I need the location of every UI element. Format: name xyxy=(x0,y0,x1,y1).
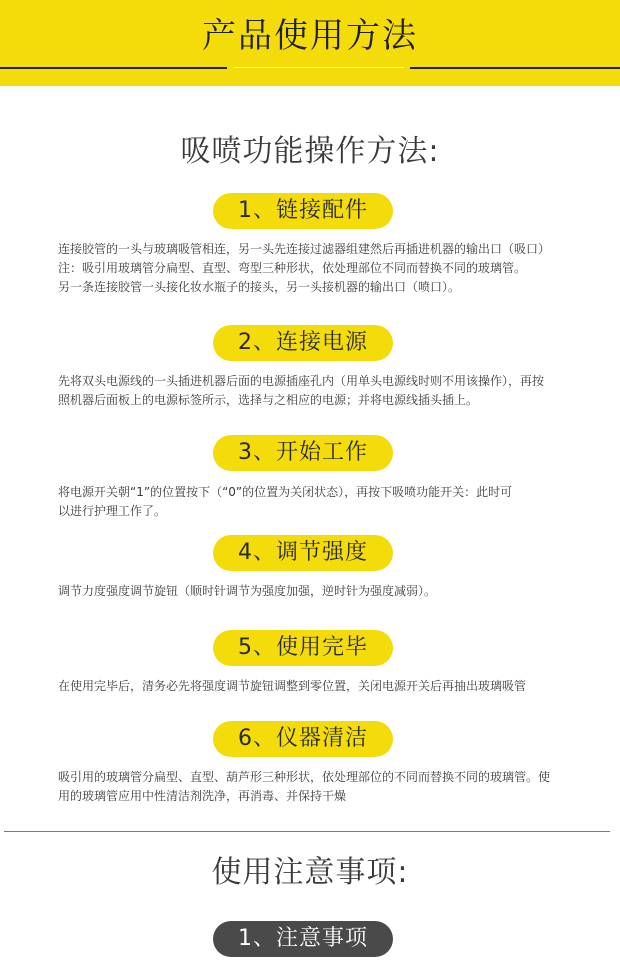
step-text-4 xyxy=(58,582,588,601)
step-badge-6: 6、仪器清洁 xyxy=(213,721,393,757)
step-text-5 xyxy=(58,677,588,696)
step-badge-1: 1、链接配件 xyxy=(213,193,393,229)
page-title: 产品使用方法 xyxy=(202,16,418,56)
header-rule-right xyxy=(410,67,620,69)
step-text-3 xyxy=(58,483,588,521)
text-line: 用的玻璃管应用中性清洁剂洗净，再消毒、并保持干燥 xyxy=(58,789,347,803)
section-title-precautions: 使用注意事项: xyxy=(211,855,409,890)
header-rule-middle xyxy=(234,67,404,68)
step-text-2 xyxy=(58,372,588,410)
step-badge-2: 2、连接电源 xyxy=(213,325,393,361)
step-badge-3: 3、开始工作 xyxy=(213,435,393,471)
text-line: 照机器后面板上的电源标签所示，选择与之相应的电源；并将电源线插头插上。 xyxy=(58,393,479,407)
text-line: 将电源开关朝“1”的位置按下（“0”的位置为关闭状态），再按下吸喷功能开关：此时可 xyxy=(58,485,513,499)
text-line: 吸引用的玻璃管分扁型、直型、葫芦形三种形状，依处理部位的不同而替换不同的玻璃管。使 xyxy=(58,770,551,784)
text-line: 调节力度强度调节旋钮（顺时针调节为强度加强，逆时针为强度减弱）。 xyxy=(58,584,437,598)
section-title-suction-spray: 吸喷功能操作方法: xyxy=(180,134,440,169)
text-line: 以进行护理工作了。 xyxy=(58,504,167,518)
text-line: 另一条连接胶管一头接化妆水瓶子的接头，另一头接机器的输出口（喷口）。 xyxy=(58,280,461,294)
header-rule-left xyxy=(0,67,227,69)
text-line: 先将双头电源线的一头插进机器后面的电源插座孔内（用单头电源线时则不用该操作），再按 xyxy=(58,374,545,388)
section-divider xyxy=(4,831,610,832)
page-header xyxy=(0,0,620,86)
precaution-badge-1: 1、注意事项 xyxy=(213,921,393,957)
step-text-1 xyxy=(58,240,588,297)
step-text-6 xyxy=(58,768,588,806)
text-line: 注：吸引用玻璃管分扁型、直型、弯型三种形状，依处理部位不同而替换不同的玻璃管。 xyxy=(58,261,527,275)
text-line: 连接胶管的一头与玻璃吸管相连，另一头先连接过滤器组建然后再插进机器的输出口（吸口） xyxy=(58,242,551,256)
step-badge-4: 4、调节强度 xyxy=(213,535,393,571)
step-badge-5: 5、使用完毕 xyxy=(213,630,393,666)
text-line: 在使用完毕后，清务必先将强度调节旋钮调整到零位置，关闭电源开关后再抽出玻璃吸管 xyxy=(58,679,527,693)
